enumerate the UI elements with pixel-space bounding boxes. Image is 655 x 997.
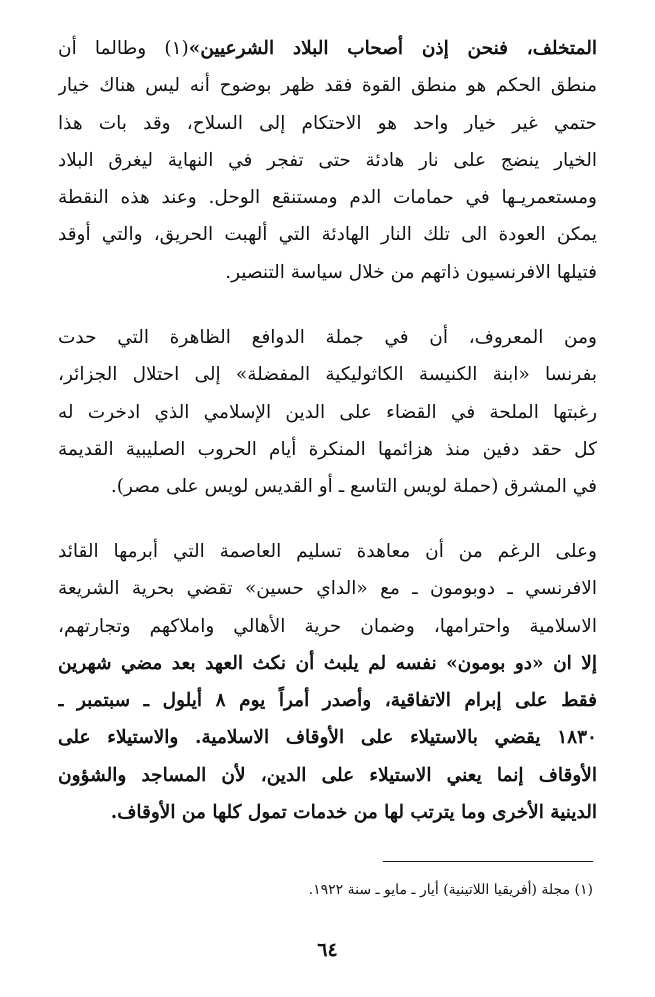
text-line bbox=[58, 719, 597, 756]
text-segment: كل حقد دفين منذ هزائمها المنكرة أيام الحروب الصليبية القديمة bbox=[58, 438, 597, 460]
text-segment: رغبتها الملحة في القضاء على الدين الإسلامي الذي ادخرت له bbox=[58, 401, 597, 423]
paragraph-1 bbox=[58, 30, 597, 291]
text-segment: وعلى الرغم من أن معاهدة تسليم العاصمة التي أبرمها القائد bbox=[58, 541, 597, 562]
text-segment: منطق الحكم هو منطق القوة فقد ظهر بوضوح أنه ليس هناك خيار bbox=[58, 75, 597, 97]
text-segment: في المشرق (حملة لويس التاسع ـ أو القديس لويس على مصر). bbox=[110, 476, 597, 498]
text-line bbox=[58, 105, 597, 142]
text-line bbox=[58, 794, 597, 831]
text-line bbox=[58, 682, 597, 719]
page-number: ٦٤ bbox=[317, 939, 338, 961]
text-line bbox=[58, 142, 597, 179]
text-segment: فقط على إبرام الاتفاقية، وأصدر أمراً يوم ٨ أيلول ـ سبتمبر ـ bbox=[58, 690, 597, 712]
text-line bbox=[58, 319, 597, 356]
paragraph-2 bbox=[58, 319, 597, 505]
footnote: (١) مجلة (أفريقيا اللاتينية) أيار ـ مايو ـ سنة ١٩٢٢. bbox=[308, 882, 593, 898]
text-line bbox=[58, 67, 597, 104]
text-segment: الدينية الأخرى وما يترتب لها من خدمات تمول كلها من الأوقاف. bbox=[110, 802, 597, 824]
text-segment: ١٨٣٠ يقضي بالاستيلاء على الأوقاف الاسلامية. والاستيلاء على bbox=[58, 727, 597, 749]
text-line bbox=[58, 468, 597, 505]
text-segment: يمكن العودة الى تلك النار الهادئة التي ألهبت الحريق، والتي أوقد bbox=[58, 224, 597, 246]
text-segment: الخيار ينضج على نار هادئة حتى تفجر في النهاية ليغرق البلاد bbox=[58, 149, 597, 171]
text-segment: ومن المعروف، أن في جملة الدوافع الظاهرة التي حدت bbox=[58, 327, 597, 348]
text-line bbox=[58, 570, 597, 607]
text-segment: بفرنسا «ابنة الكنيسة الكاثوليكية المفضلة» إلى احتلال الجزائر، bbox=[58, 364, 597, 386]
text-segment: ومستعمريـها في حمامات الدم ومستنقع الوحل. وعند هذه النقطة bbox=[58, 187, 597, 209]
footnote-divider bbox=[383, 861, 593, 862]
text-line bbox=[58, 394, 597, 431]
text-line bbox=[58, 757, 597, 794]
text-line bbox=[58, 608, 597, 645]
text-line bbox=[58, 254, 597, 291]
text-line bbox=[58, 356, 597, 393]
text-segment: الاسلامية واحترامها، وضمان حرية الأهالي واملاكهم وتجارتهم، bbox=[58, 615, 597, 637]
text-segment: (١) وطالما أن bbox=[58, 38, 189, 59]
text-segment: إلا ان «دو بومون» نفسه لم يلبث أن نكث العهد بعد مضي شهرين bbox=[58, 652, 597, 674]
text-segment: فتيلها الافرنسيون ذاتهم من خلال سياسة التنصير. bbox=[225, 261, 597, 283]
text-line bbox=[58, 645, 597, 682]
text-segment: المتخلف، فنحن إذن أصحاب البلاد الشرعيين» bbox=[188, 38, 597, 59]
text-segment: الافرنسي ـ دوبومون ـ مع «الداي حسين» تقضي بحرية الشريعة bbox=[58, 578, 597, 600]
text-line bbox=[58, 216, 597, 253]
text-segment: الأوقاف إنما يعني الاستيلاء على الدين، لأن المساجد والشؤون bbox=[58, 764, 597, 786]
text-line bbox=[58, 179, 597, 216]
text-segment: حتمي غير خيار واحد هو الاحتكام إلى السلاح، وقد بات هذا bbox=[58, 112, 597, 134]
paragraph-3 bbox=[58, 533, 597, 831]
text-line bbox=[58, 533, 597, 570]
text-line bbox=[58, 431, 597, 468]
text-line bbox=[58, 30, 597, 67]
